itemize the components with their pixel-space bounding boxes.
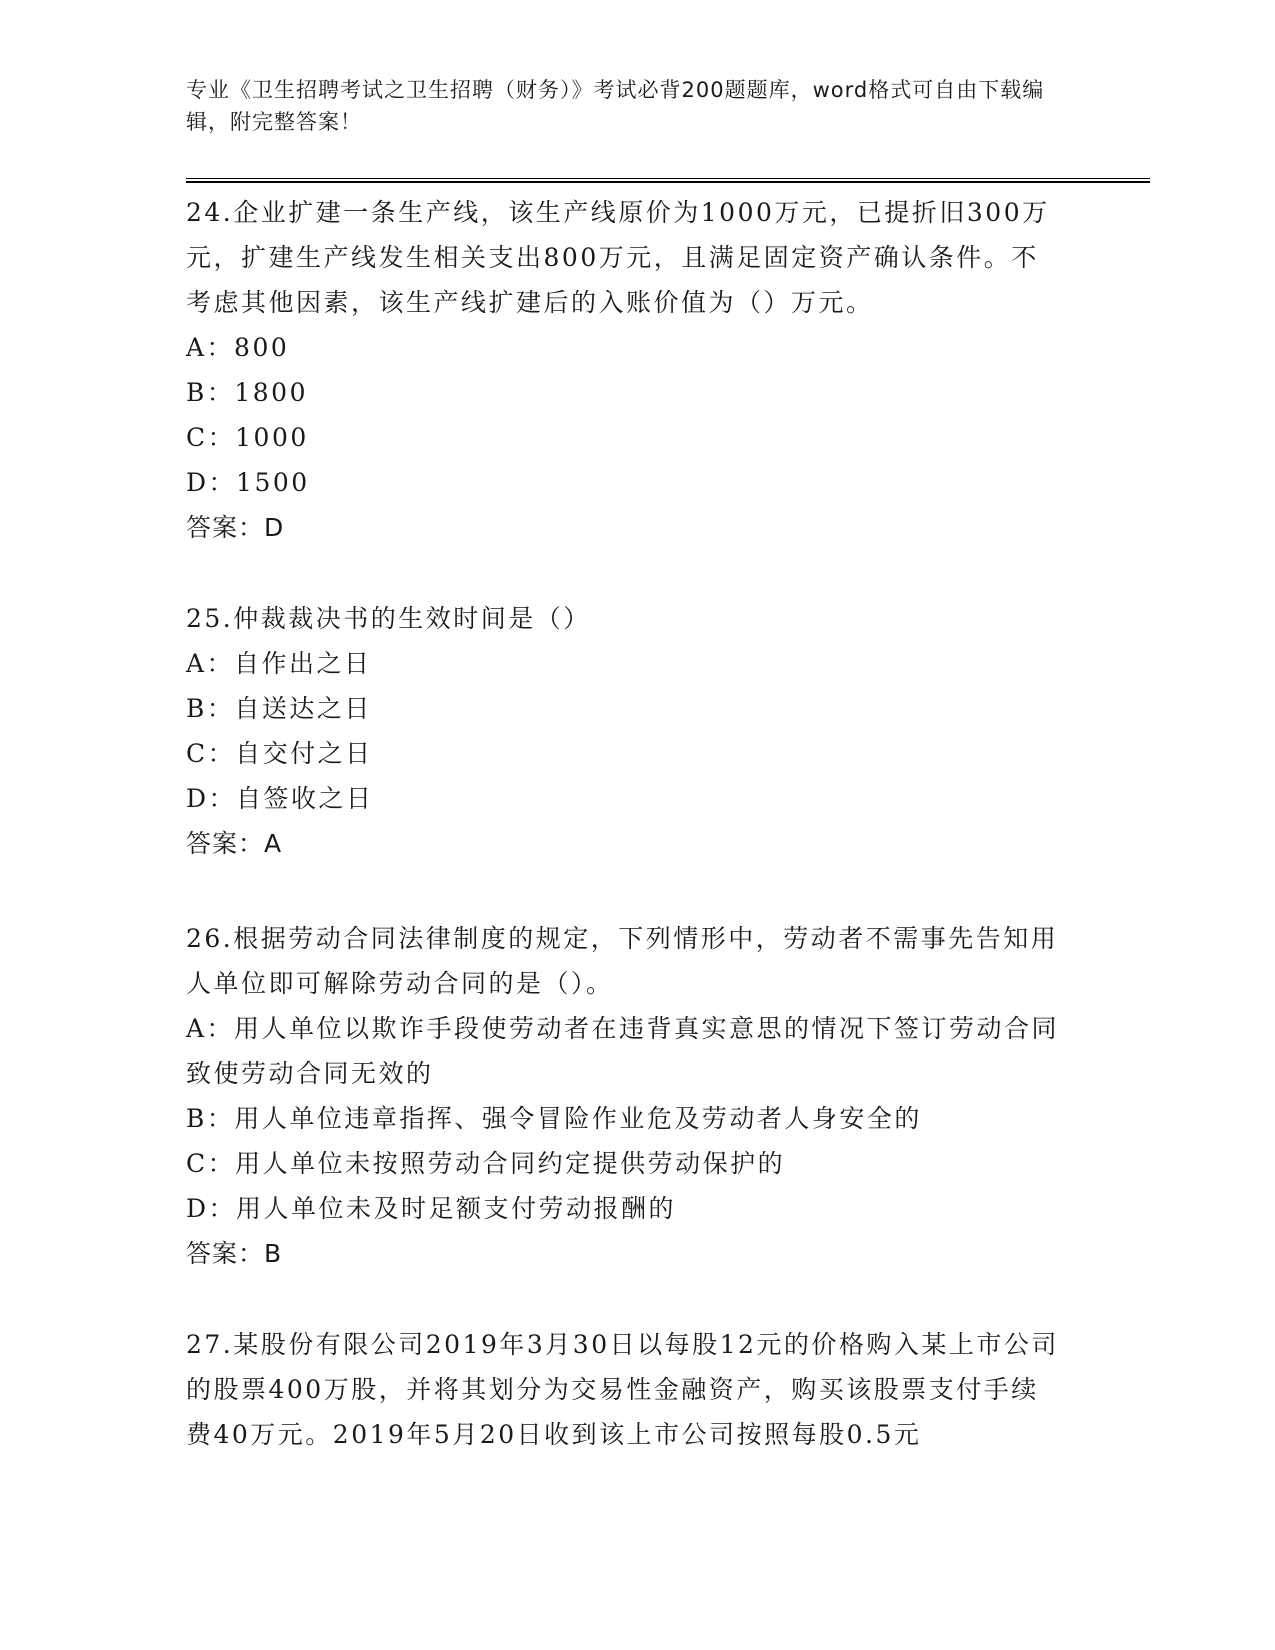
option-a: A：自作出之日 <box>186 649 372 678</box>
option-d: D：用人单位未及时足额支付劳动报酬的 <box>186 1194 677 1223</box>
option-c: C：用人单位未按照劳动合同约定提供劳动保护的 <box>186 1149 786 1178</box>
option-a: A：用人单位以欺诈手段使劳动者在违背真实意思的情况下签订劳动合同致使劳动合同无效的 <box>186 1014 1060 1088</box>
answer: 答案：D <box>186 513 285 542</box>
option-d: D：1500 <box>186 468 310 497</box>
option-a: A：800 <box>186 333 290 362</box>
answer: 答案：A <box>186 829 283 858</box>
document-header: 专业《卫生招聘考试之卫生招聘（财务）》考试必背200题题库，word格式可自由下载编辑，附完整答案！ <box>186 78 1045 134</box>
option-c: C：1000 <box>186 423 309 452</box>
option-b: B：自送达之日 <box>186 694 372 723</box>
question-stem: 26.根据劳动合同法律制度的规定，下列情形中，劳动者不需事先告知用人单位即可解除劳动合同的是（）。 <box>186 924 1059 998</box>
header-divider <box>186 178 1150 183</box>
option-c: C：自交付之日 <box>186 739 373 768</box>
option-b: B：1800 <box>186 378 308 407</box>
question-block <box>186 916 1086 1276</box>
answer: 答案：B <box>186 1239 283 1268</box>
question-stem: 27.某股份有限公司2019年3月30日以每股12元的价格购入某上市公司的股票400万股，并将其划分为交易性金融资产，购买该股票支付手续费40万元。2019年5月20日收到该上市公司按照每股0.5元 <box>186 1330 1059 1449</box>
question-block <box>186 596 1086 866</box>
question-block <box>186 190 1086 550</box>
question-stem: 24.企业扩建一条生产线，该生产线原价为1000万元，已提折旧300万元，扩建生产线发生相关支出800万元，且满足固定资产确认条件。不考虑其他因素，该生产线扩建后的入账价值为（）万元。 <box>186 198 1050 317</box>
question-stem: 25.仲裁裁决书的生效时间是（） <box>186 604 591 633</box>
question-block <box>186 1322 1086 1457</box>
option-d: D：自签收之日 <box>186 784 374 813</box>
option-b: B：用人单位违章指挥、强令冒险作业危及劳动者人身安全的 <box>186 1104 922 1133</box>
